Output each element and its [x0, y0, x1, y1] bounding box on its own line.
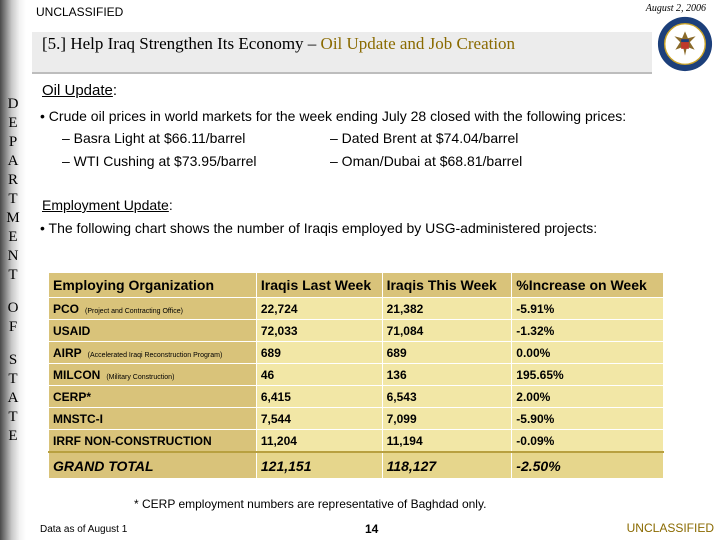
- vertical-letter: A: [7, 390, 19, 406]
- table-row: [49, 408, 664, 430]
- org-name: MNSTC-I: [53, 411, 103, 426]
- col-header-this-week: Iraqis This Week: [382, 273, 512, 298]
- table-row: [49, 320, 664, 342]
- department-of-state-vertical-text: [2, 95, 24, 446]
- classification-top: UNCLASSIFIED: [36, 5, 124, 19]
- table-row: [49, 342, 664, 364]
- oil-prices-bullet: • Crude oil prices in world markets for the week ending July 28 closed with the following prices:: [40, 108, 627, 124]
- org-name: PCO: [53, 301, 80, 316]
- vertical-letter: A: [7, 153, 19, 169]
- pct-cell: -1.32%: [512, 320, 664, 342]
- last-week-cell: 11,204: [256, 430, 382, 453]
- org-name: USAID: [53, 323, 91, 338]
- vertical-gap: [2, 285, 24, 299]
- col-header-organization: Employing Organization: [49, 273, 257, 298]
- vertical-letter: N: [7, 248, 19, 264]
- this-week-cell: 7,099: [382, 408, 512, 430]
- org-cell: [49, 364, 257, 386]
- data-as-of: Data as of August 1: [40, 524, 128, 535]
- last-week-cell: 7,544: [256, 408, 382, 430]
- classification-bottom: UNCLASSIFIED: [626, 521, 714, 535]
- vertical-letter: R: [7, 172, 18, 188]
- org-note: (Project and Contracting Office): [85, 307, 183, 315]
- employment-update-heading: Employment Update:: [42, 197, 173, 213]
- vertical-letter: D: [7, 96, 19, 112]
- org-cell: [49, 342, 257, 364]
- table-row: [49, 386, 664, 408]
- vertical-letter: O: [7, 300, 19, 316]
- org-name: IRRF NON-CONSTRUCTION: [53, 433, 212, 448]
- last-week-cell: 121,151: [256, 452, 382, 479]
- this-week-cell: 11,194: [382, 430, 512, 453]
- vertical-letter: T: [8, 371, 18, 387]
- org-note: (Accelerated Iraqi Reconstruction Program): [87, 351, 223, 359]
- table-header-row: [49, 273, 664, 298]
- this-week-cell: 21,382: [382, 298, 512, 320]
- vertical-letter: T: [8, 191, 18, 207]
- this-week-cell: 71,084: [382, 320, 512, 342]
- pct-cell: 0.00%: [512, 342, 664, 364]
- org-name: MILCON: [53, 367, 101, 382]
- this-week-cell: 118,127: [382, 452, 512, 479]
- org-name: AIRP: [53, 345, 82, 360]
- pct-cell: -5.91%: [512, 298, 664, 320]
- vertical-letter: S: [8, 352, 18, 368]
- org-cell: [49, 430, 257, 453]
- last-week-cell: 689: [256, 342, 382, 364]
- grand-total-row: [49, 452, 664, 479]
- pct-cell: -2.50%: [512, 452, 664, 479]
- vertical-letter: E: [8, 229, 18, 245]
- org-name: GRAND TOTAL: [53, 457, 154, 474]
- org-cell: [49, 298, 257, 320]
- org-note: (Military Construction): [106, 373, 175, 381]
- employment-table: [48, 272, 664, 479]
- vertical-letter: T: [8, 409, 18, 425]
- col-header-pct-increase: %Increase on Week: [512, 273, 664, 298]
- pct-cell: -5.90%: [512, 408, 664, 430]
- org-cell: [49, 386, 257, 408]
- vertical-letter: E: [8, 115, 18, 131]
- last-week-cell: 72,033: [256, 320, 382, 342]
- last-week-cell: 6,415: [256, 386, 382, 408]
- price-oman-dubai: – Oman/Dubai at $68.81/barrel: [330, 153, 523, 169]
- vertical-letter: M: [6, 210, 20, 226]
- table-row: [49, 364, 664, 386]
- state-department-seal-icon: [656, 15, 714, 73]
- cerp-footnote: * CERP employment numbers are representative of Baghdad only.: [134, 497, 487, 511]
- vertical-gap: [2, 337, 24, 351]
- vertical-letter: F: [8, 319, 18, 335]
- table-row: [49, 430, 664, 453]
- title-main: [5.] Help Iraq Strengthen Its Economy –: [42, 34, 321, 53]
- employment-bullet: • The following chart shows the number of Iraqis employed by USG-administered projects:: [40, 220, 598, 236]
- pct-cell: 195.65%: [512, 364, 664, 386]
- col-header-last-week: Iraqis Last Week: [256, 273, 382, 298]
- oil-update-heading: Oil Update:: [42, 82, 118, 99]
- page-number: 14: [365, 522, 379, 536]
- vertical-letter: E: [8, 428, 18, 444]
- last-week-cell: 22,724: [256, 298, 382, 320]
- pct-cell: 2.00%: [512, 386, 664, 408]
- title-highlight: Oil Update and Job Creation: [320, 34, 516, 53]
- price-brent: – Dated Brent at $74.04/barrel: [330, 130, 519, 146]
- vertical-letter: P: [8, 134, 18, 150]
- last-week-cell: 46: [256, 364, 382, 386]
- org-cell: [49, 408, 257, 430]
- org-name: CERP*: [53, 389, 92, 404]
- this-week-cell: 6,543: [382, 386, 512, 408]
- this-week-cell: 136: [382, 364, 512, 386]
- this-week-cell: 689: [382, 342, 512, 364]
- pct-cell: -0.09%: [512, 430, 664, 453]
- org-cell: [49, 320, 257, 342]
- slide-date: August 2, 2006: [645, 3, 706, 14]
- org-cell: [49, 452, 257, 479]
- table-row: [49, 298, 664, 320]
- vertical-letter: T: [8, 267, 18, 283]
- slide-title: [42, 35, 602, 53]
- price-basra: – Basra Light at $66.11/barrel: [62, 130, 246, 146]
- price-wti: – WTI Cushing at $73.95/barrel: [62, 153, 257, 169]
